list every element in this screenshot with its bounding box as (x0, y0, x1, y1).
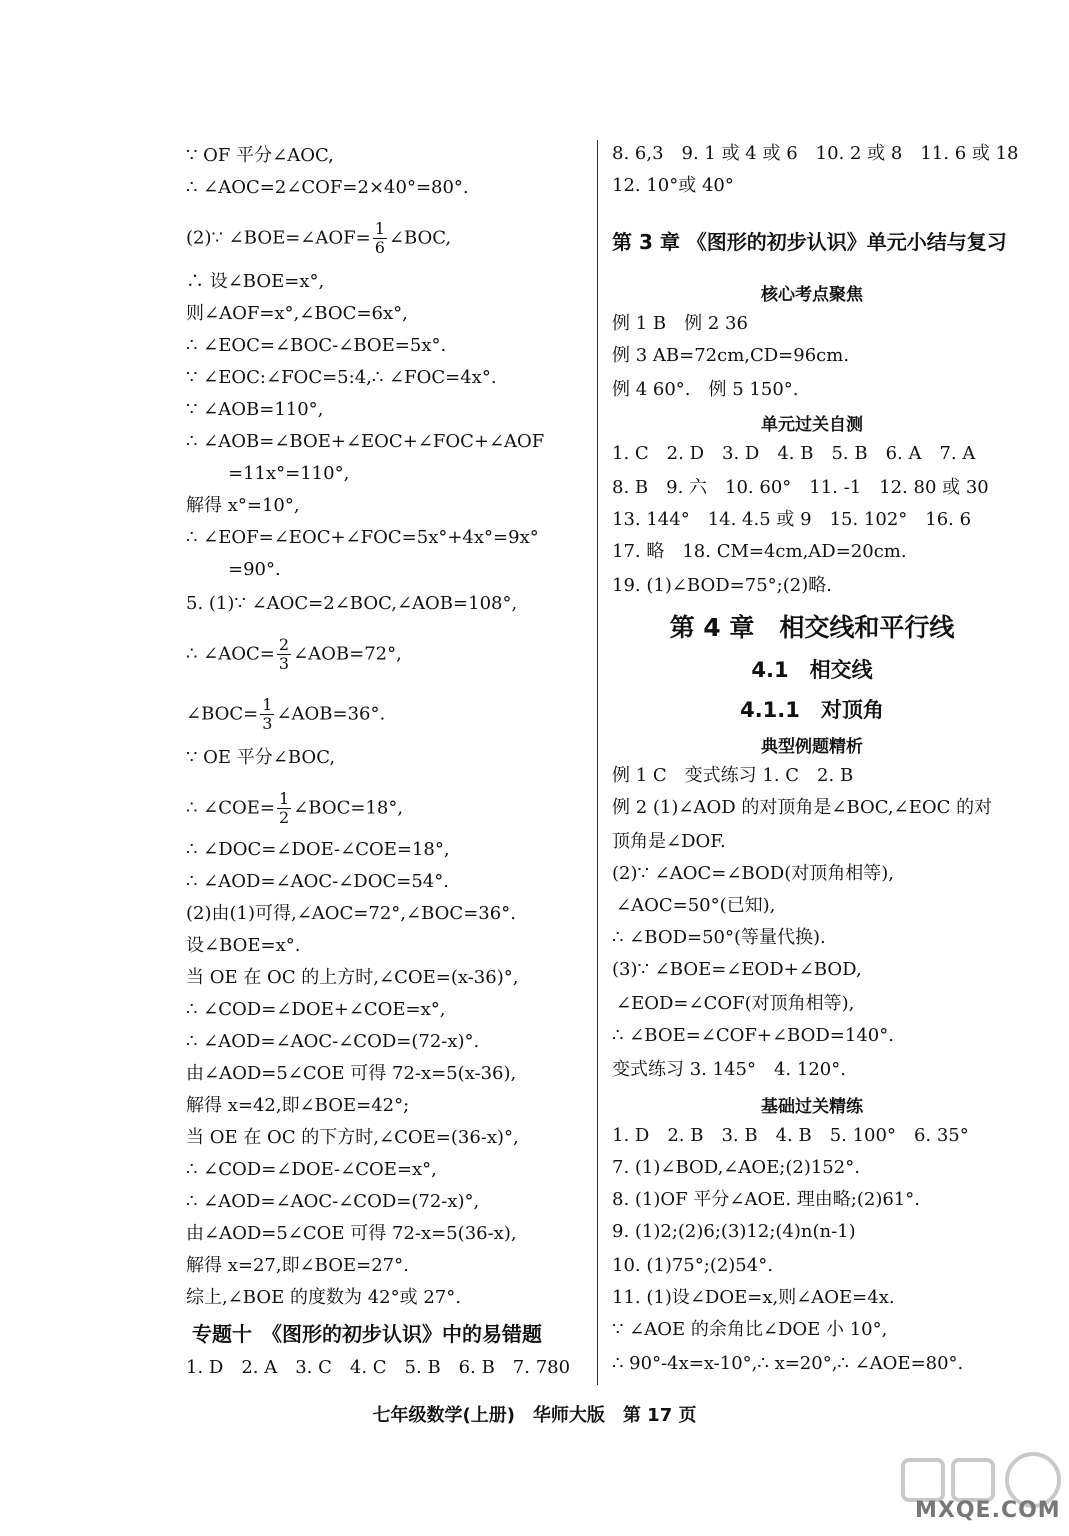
text-line: 10. (1)75°;(2)54°. (612, 1255, 773, 1276)
chapter3-review-heading: 第 3 章 《图形的初步认识》单元小结与复习 (612, 230, 1007, 254)
text-span: ∠AOB=36°. (276, 703, 386, 725)
text-line: 例 1 C 变式练习 1. C 2. B (612, 765, 854, 786)
text-line-with-fraction (186, 636, 402, 673)
text-line: 1. C 2. D 3. D 4. B 5. B 6. A 7. A (612, 443, 976, 464)
basic-practice-heading: 基础过关精练 (761, 1097, 863, 1117)
fraction-numerator: 2 (278, 635, 290, 654)
fraction-numerator: 1 (279, 789, 290, 808)
text-line: ∴ 设∠BOE=x°, (186, 271, 325, 292)
text-line: 17. 略 18. CM=4cm,AD=20cm. (612, 541, 907, 562)
text-line: ∠EOD=∠COF(对顶角相等), (616, 993, 855, 1014)
text-line: ∵ ∠AOE 的余角比∠DOE 小 10°, (612, 1319, 888, 1340)
text-line-with-fraction (186, 790, 403, 827)
core-points-heading: 核心考点聚焦 (761, 285, 863, 305)
column-divider (597, 140, 598, 1385)
text-line: 13. 144° 14. 4.5 或 9 15. 102° 16. 6 (612, 509, 972, 530)
text-line: =90°. (228, 559, 281, 580)
text-line: 例 1 B 例 2 36 (612, 313, 748, 334)
text-line: 解得 x=27,即∠BOE=27°. (186, 1255, 409, 1276)
text-line: 9. (1)2;(2)6;(3)12;(4)n(n-1) (612, 1221, 856, 1242)
text-line: 12. 10°或 40° (612, 175, 734, 196)
text-line: ∵ ∠EOC:∠FOC=5:4,∴ ∠FOC=4x°. (186, 367, 497, 388)
text-line: ∴ ∠EOF=∠EOC+∠FOC=5x°+4x°=9x° (186, 527, 539, 548)
text-line: 当 OE 在 OC 的上方时,∠COE=(x-36)°, (186, 967, 519, 988)
text-line: 顶角是∠DOF. (612, 831, 726, 852)
text-span: (2)∵ ∠BOE=∠AOF= (186, 227, 371, 249)
text-line: 设∠BOE=x°. (186, 935, 301, 956)
fraction-denominator: 6 (374, 238, 385, 257)
text-line: 例 2 (1)∠AOD 的对顶角是∠BOC,∠EOC 的对 (612, 797, 993, 818)
text-line: ∴ ∠EOC=∠BOC-∠BOE=5x°. (186, 335, 447, 356)
text-line: ∵ OF 平分∠AOC, (186, 145, 334, 166)
text-line: (3)∵ ∠BOE=∠EOD+∠BOD, (612, 959, 862, 980)
text-line-with-fraction (186, 220, 451, 257)
text-line: ∵ OE 平分∠BOC, (186, 747, 336, 768)
text-span: ∠BOC= (186, 703, 259, 725)
page-footer: 七年级数学(上册) 华师大版 第 17 页 (372, 1405, 697, 1426)
typical-examples-heading: 典型例题精析 (761, 737, 863, 757)
text-line: ∴ ∠COD=∠DOE-∠COE=x°, (186, 1159, 437, 1180)
text-span: ∴ ∠AOC= (186, 643, 275, 665)
fraction (373, 220, 387, 257)
text-line: ∴ ∠DOC=∠DOE-∠COE=18°, (186, 839, 450, 860)
text-line: 变式练习 3. 145° 4. 120°. (612, 1059, 846, 1080)
text-line: ∴ ∠AOD=∠AOC-∠COD=(72-x)°. (186, 1031, 480, 1052)
text-line: ∴ ∠AOB=∠BOE+∠EOC+∠FOC+∠AOF (186, 431, 545, 452)
fraction-numerator: 1 (374, 219, 385, 238)
fraction (277, 790, 291, 827)
topic-ten-heading: 专题十 《图形的初步认识》中的易错题 (192, 1322, 542, 1346)
text-span: ∠AOB=72°, (293, 643, 402, 665)
chapter4-heading: 第 4 章 相交线和平行线 (669, 613, 955, 642)
text-line: ∠AOC=50°(已知), (616, 895, 776, 916)
text-line: 11. (1)设∠DOE=x,则∠AOE=4x. (612, 1287, 895, 1308)
text-line: (2)∵ ∠AOC=∠BOD(对顶角相等), (612, 863, 894, 884)
text-line: =11x°=110°, (228, 463, 350, 484)
text-line: ∴ ∠COD=∠DOE+∠COE=x°, (186, 999, 446, 1020)
text-line: 综上,∠BOE 的度数为 42°或 27°. (186, 1287, 461, 1308)
text-line: ∴ 90°-4x=x-10°,∴ x=20°,∴ ∠AOE=80°. (612, 1353, 964, 1374)
text-line: 例 4 60°. 例 5 150°. (612, 379, 799, 400)
fraction-numerator: 1 (262, 695, 273, 714)
watermark-text: MXQE.COM (915, 1498, 1061, 1523)
fraction (277, 636, 291, 673)
text-line: (2)由(1)可得,∠AOC=72°,∠BOC=36°. (186, 903, 516, 924)
text-line: 由∠AOD=5∠COE 可得 72-x=5(36-x), (186, 1223, 517, 1244)
text-span: ∠BOC=18°, (293, 797, 404, 819)
text-line: 由∠AOD=5∠COE 可得 72-x=5(x-36), (186, 1063, 517, 1084)
text-line: 1. D 2. A 3. C 4. C 5. B 6. B 7. 780 (186, 1357, 571, 1378)
unit-test-heading: 单元过关自测 (761, 415, 863, 435)
fraction-denominator: 3 (278, 654, 290, 673)
fraction-denominator: 3 (262, 714, 273, 733)
text-line: 8. 6,3 9. 1 或 4 或 6 10. 2 或 8 11. 6 或 18 (612, 143, 1019, 164)
fraction (260, 696, 274, 733)
text-line: 解得 x=42,即∠BOE=42°; (186, 1095, 410, 1116)
text-line: 解得 x°=10°, (186, 495, 300, 516)
text-line: ∴ ∠AOC=2∠COF=2×40°=80°. (186, 177, 469, 198)
text-line: 8. (1)OF 平分∠AOE. 理由略;(2)61°. (612, 1189, 920, 1210)
text-span: ∠BOC, (388, 227, 452, 249)
text-line-with-fraction (186, 696, 385, 733)
text-line: ∴ ∠BOE=∠COF+∠BOD=140°. (612, 1025, 894, 1046)
text-line: ∴ ∠AOD=∠AOC-∠COD=(72-x)°, (186, 1191, 480, 1212)
text-span: ∴ ∠COE= (186, 797, 276, 819)
text-line: 5. (1)∵ ∠AOC=2∠BOC,∠AOB=108°, (186, 593, 518, 614)
text-line: 则∠AOF=x°,∠BOC=6x°, (186, 303, 408, 324)
text-line: 7. (1)∠BOD,∠AOE;(2)152°. (612, 1157, 860, 1178)
text-line: ∵ ∠AOB=110°, (186, 399, 324, 420)
text-line: 19. (1)∠BOD=75°;(2)略. (612, 575, 832, 596)
text-line: 例 3 AB=72cm,CD=96cm. (612, 345, 850, 366)
text-line: 1. D 2. B 3. B 4. B 5. 100° 6. 35° (612, 1125, 969, 1146)
text-line: ∴ ∠BOD=50°(等量代换). (612, 927, 826, 948)
text-line: ∴ ∠AOD=∠AOC-∠DOC=54°. (186, 871, 449, 892)
text-line: 8. B 9. 六 10. 60° 11. -1 12. 80 或 30 (612, 477, 989, 498)
section-4-1-heading: 4.1 相交线 (751, 658, 873, 682)
text-line: 当 OE 在 OC 的下方时,∠COE=(36-x)°, (186, 1127, 519, 1148)
fraction-denominator: 2 (279, 808, 290, 827)
section-4-1-1-heading: 4.1.1 对顶角 (740, 698, 884, 722)
